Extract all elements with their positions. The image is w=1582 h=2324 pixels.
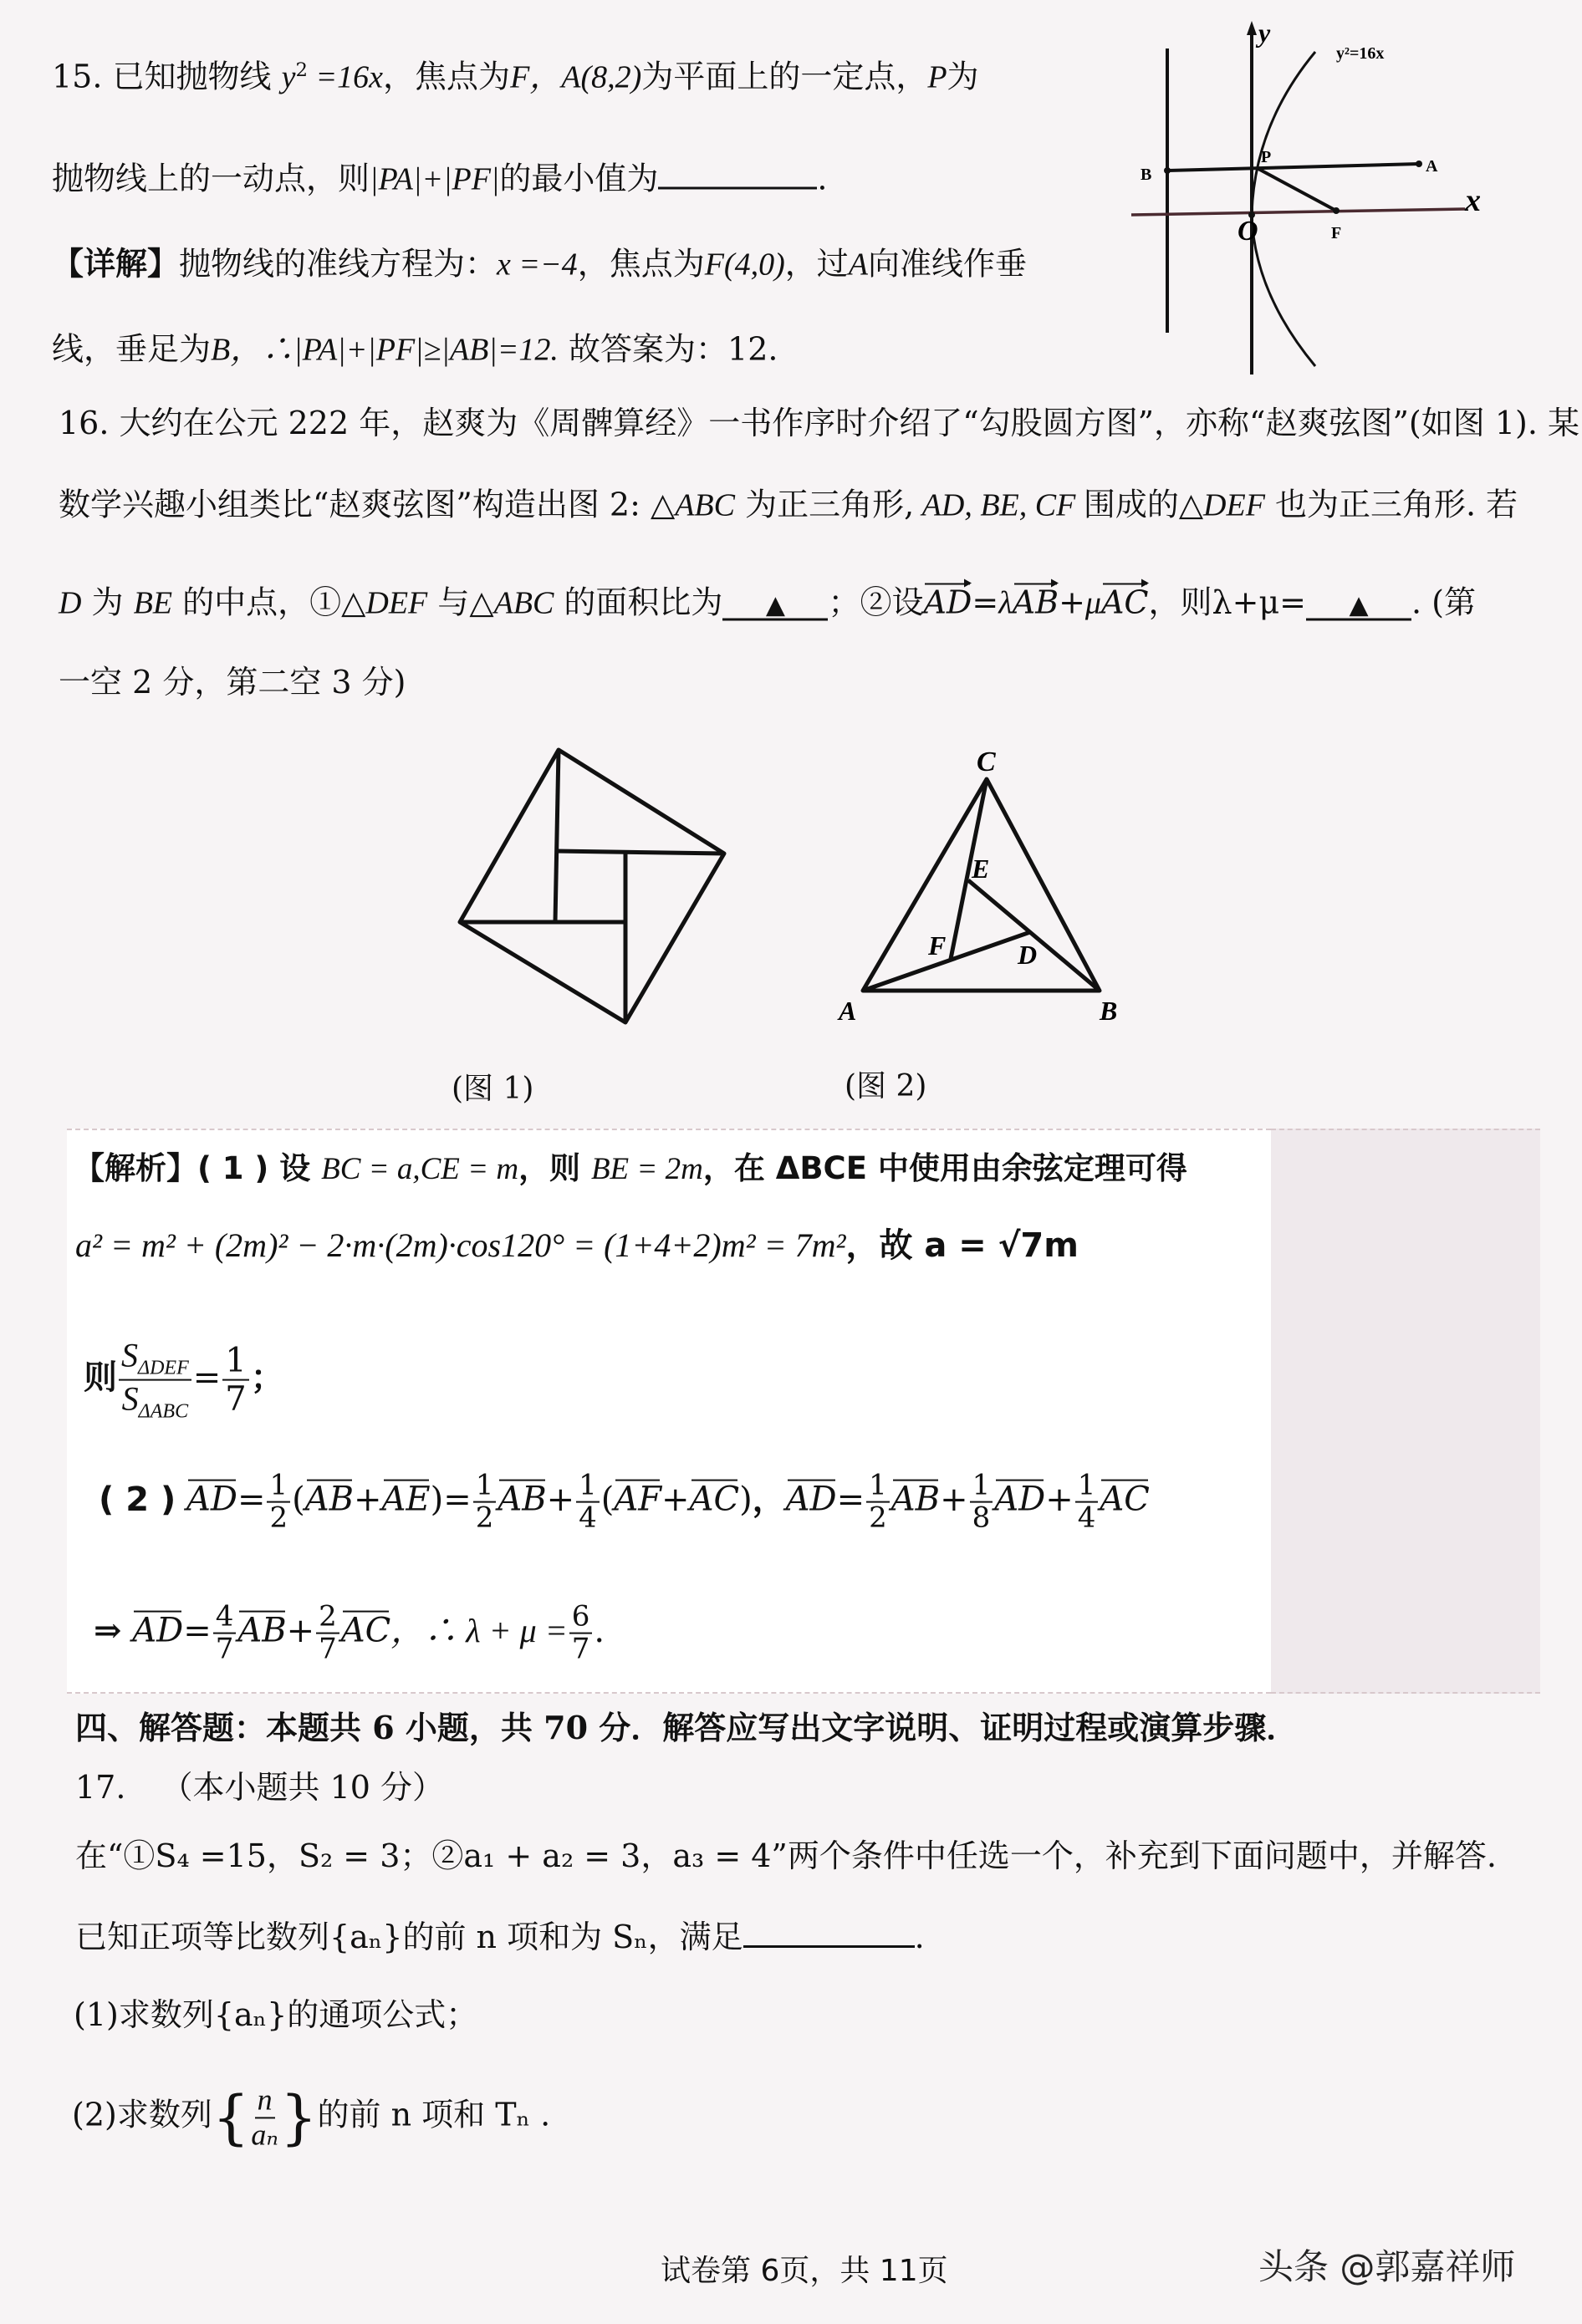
solution-line2: a² = m² + (2m)² − 2·m·(2m)·cos120° = (1+4+2)m² = 7m²，故 a = √7m [75,1226,1079,1265]
fig2-label-E: E [972,854,990,884]
graph-label-A: A [1426,157,1438,176]
q15-line1: 15. 已知抛物线 $y^2 =16x$，焦点为F，A(8,2)为平面上的一定点，P为 [52,58,979,95]
parabola-graph [1120,13,1555,380]
q16-line1: 16. 大约在公元 222 年，赵爽为《周髀算经》一书作序时介绍了“勾股圆方图”，亦称“赵爽弦图”(如图 1). 某 [59,405,1579,441]
answer-blank[interactable] [658,186,817,190]
solution-panel-margin [1271,1129,1540,1694]
page-number-footer: 试卷第 6页，共 11页 [661,2254,948,2288]
solution-part2-line1: ( 2 ) AD= $\frac{1}{2}$ (AB+AE)= $\frac{1}{2}$ AB+ $\frac{1}{4}$ (AF+AC)，AD= $\frac{1}{2}$ AB+ $\frac{1}{8}$ AD+ $\frac{1}{4}$ AC [99,1468,1150,1535]
answer-blank-1[interactable] [722,587,828,621]
solution-area-ratio: 则 $\frac{S_{\Delta DEF}}{S_{\Delta ABC}}$ = $\frac{1}{7}$ ； [84,1336,284,1423]
q15-line2: 抛物线上的一动点，则|PA|+|PF|的最小值为 . [52,160,828,197]
fig2-label-B: B [1100,996,1118,1026]
fig2-label-D: D [1018,940,1038,970]
solution-part2-final: ⇒ AD= $\frac{4}{7}$ AB+ $\frac{2}{7}$ AC，∴ λ + μ = $\frac{6}{7}$ . [94,1599,605,1666]
graph-curve-label: y²=16x [1336,44,1385,63]
triangle-marker-icon: ▲ [1349,590,1369,620]
graph-label-P: P [1261,148,1272,166]
figure-2-triangle-diagram [836,744,1137,1028]
answer-blank-2[interactable] [1306,587,1411,621]
q17-given: 已知正项等比数列{aₙ}的前 n 项和为 Sₙ，满足 . [75,1919,925,1955]
q16-line4: 一空 2 分，第二空 3 分) [59,664,406,701]
q16-line3: D 为 BE 的中点，①△DEF 与△ABC 的面积比为 ▲ ；②设AD=λAB+μAC，则λ+μ= ▲ . (第 [59,584,1476,621]
section-4-heading: 四、解答题：本题共 6 小题，共 70 分．解答应写出文字说明、证明过程或演算步骤． [75,1709,1299,1746]
q15-detail-line1: 【详解】抛物线的准线方程为：x =−4，焦点为F(4,0)，过A向准线作垂 [52,244,1027,283]
graph-label-F: F [1331,224,1342,242]
graph-label-B: B [1141,166,1152,184]
q17-conditions: 在“①S₄ =15，S₂ = 3；②a₁ + a₂ = 3，a₃ = 4”两个条件中任选一个，补充到下面问题中，并解答. [75,1837,1497,1874]
figure-1-zhao-shuang-diagram [443,736,744,1037]
q17-part1: (1)求数列{aₙ}的通项公式； [74,1996,478,2033]
fig2-label-C: C [977,747,996,777]
figure-2-caption: (图 2) [845,1069,927,1103]
condition-blank[interactable] [743,1944,915,1948]
triangle-marker-icon: ▲ [765,590,785,620]
graph-label-y: y [1258,18,1271,48]
solution-line1: 【解析】( 1 ) 设 BC = a,CE = m，则 BE = 2m，在 ΔBCE 中使用由余弦定理可得 [74,1150,1187,1186]
graph-label-O: O [1238,216,1258,247]
q17-part2: (2)求数列{ $\frac{n}{\text{aₙ}}$ }的前 n 项和 Tₙ . [72,2082,551,2152]
watermark: 头条 @郭嘉祥师 [1258,2246,1516,2287]
figure-1-caption: (图 1) [452,1072,534,1106]
q17-header: 17. （本小题共 10 分） [75,1769,445,1806]
q15-detail-line2: 线，垂足为B，∴|PA|+|PF|≥|AB|=12. 故答案为：12. [52,330,778,368]
graph-label-x: x [1465,183,1481,218]
fig2-label-F: F [928,930,947,961]
q16-line2: 数学兴趣小组类比“赵爽弦图”构造出图 2: △ABC 为正三角形, AD, BE, CF 围成的△DEF 也为正三角形. 若 [59,486,1518,523]
fig2-label-A: A [839,996,857,1026]
